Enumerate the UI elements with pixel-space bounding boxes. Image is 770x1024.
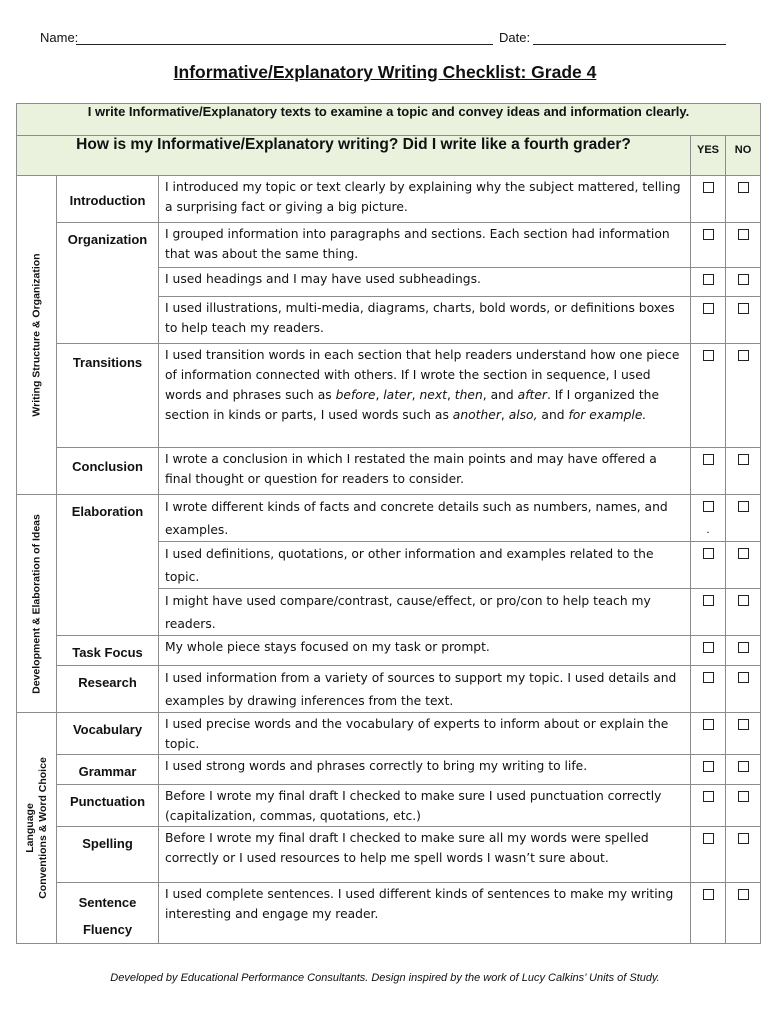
no-checkbox[interactable] bbox=[738, 833, 749, 844]
checklist-row bbox=[17, 223, 761, 268]
writing-checklist-table bbox=[16, 103, 761, 944]
no-checkbox[interactable] bbox=[738, 454, 749, 465]
category-elaboration: Elaboration bbox=[57, 495, 159, 636]
category-research: Research bbox=[57, 666, 159, 713]
question-heading: How is my Informative/Explanatory writing? Did I write like a fourth grader? bbox=[17, 136, 691, 176]
category-organization: Organization bbox=[57, 223, 159, 344]
date-label: Date: bbox=[499, 30, 531, 45]
category-spelling: Spelling bbox=[57, 827, 159, 883]
yes-checkbox[interactable] bbox=[703, 642, 714, 653]
yes-checkbox[interactable] bbox=[703, 595, 714, 606]
group-development bbox=[17, 495, 57, 713]
name-field[interactable] bbox=[76, 44, 493, 45]
category-conclusion: Conclusion bbox=[57, 448, 159, 495]
group-label: Language Conventions & Word Choice bbox=[23, 757, 49, 899]
criterion-text: I might have used compare/contrast, cause/effect, or pro/con to help teach my readers. bbox=[159, 589, 691, 636]
criterion-text: I introduced my topic or text clearly by explaining why the subject mattered, telling a surprising fact or giving a big picture. bbox=[159, 176, 691, 223]
group-language bbox=[17, 713, 57, 944]
group-writing-structure bbox=[17, 176, 57, 495]
no-checkbox[interactable] bbox=[738, 595, 749, 606]
no-checkbox[interactable] bbox=[738, 303, 749, 314]
checklist-row bbox=[17, 755, 761, 785]
criterion-text: I used definitions, quotations, or other information and examples related to the topic. bbox=[159, 542, 691, 589]
yes-checkbox[interactable] bbox=[703, 719, 714, 730]
checklist-row bbox=[17, 176, 761, 223]
yes-checkbox[interactable] bbox=[703, 182, 714, 193]
criterion-text: I used information from a variety of sources to support my topic. I used details and examples by drawing inferences from the text. bbox=[159, 666, 691, 713]
checklist-row bbox=[17, 883, 761, 944]
intro-statement: I write Informative/Explanatory texts to examine a topic and convey ideas and information clearly. bbox=[17, 104, 761, 136]
checklist-row bbox=[17, 495, 761, 542]
no-checkbox[interactable] bbox=[738, 791, 749, 802]
category-sentence-fluency: Sentence Fluency bbox=[57, 883, 159, 944]
no-checkbox[interactable] bbox=[738, 229, 749, 240]
yes-checkbox[interactable] bbox=[703, 350, 714, 361]
category-vocabulary: Vocabulary bbox=[57, 713, 159, 755]
checklist-row bbox=[17, 636, 761, 666]
yes-checkbox[interactable] bbox=[703, 454, 714, 465]
checklist-row bbox=[17, 827, 761, 883]
criterion-text: I used transition words in each section that help readers understand how one piece of information connected with others. If I wrote the section in sequence, I used words and phrases such as before, later, next, then, and after. If I organized the section in kinds or parts, I used words such as another, also, and for example. bbox=[159, 344, 691, 448]
criterion-text: I wrote a conclusion in which I restated the main points and may have offered a final thought or question for readers to consider. bbox=[159, 448, 691, 495]
checklist-row bbox=[17, 666, 761, 713]
category-transitions: Transitions bbox=[57, 344, 159, 448]
yes-checkbox[interactable] bbox=[703, 833, 714, 844]
checklist-row bbox=[17, 785, 761, 827]
criterion-text: I used strong words and phrases correctly to bring my writing to life. bbox=[159, 755, 691, 785]
criterion-text: I used complete sentences. I used different kinds of sentences to make my writing interesting and engage my reader. bbox=[159, 883, 691, 944]
no-checkbox[interactable] bbox=[738, 761, 749, 772]
footer-credit: Developed by Educational Performance Consultants. Design inspired by the work of Lucy Calkins’ Units of Study. bbox=[110, 972, 660, 984]
group-label: Development & Elaboration of Ideas bbox=[30, 513, 42, 694]
criterion-text: I wrote different kinds of facts and concrete details such as numbers, names, and examples. bbox=[159, 495, 691, 542]
stray-mark: . bbox=[706, 522, 710, 536]
no-checkbox[interactable] bbox=[738, 182, 749, 193]
yes-column-header: YES bbox=[691, 136, 726, 176]
criterion-text: I grouped information into paragraphs and sections. Each section had information that was about the same thing. bbox=[159, 223, 691, 268]
yes-checkbox[interactable] bbox=[703, 303, 714, 314]
name-date-bar bbox=[40, 26, 730, 48]
date-field[interactable] bbox=[533, 44, 726, 45]
criterion-text: I used precise words and the vocabulary of experts to inform about or explain the topic. bbox=[159, 713, 691, 755]
criterion-text: My whole piece stays focused on my task or prompt. bbox=[159, 636, 691, 666]
criterion-text: Before I wrote my final draft I checked to make sure I used punctuation correctly (capitalization, commas, quotations, etc.) bbox=[159, 785, 691, 827]
yes-checkbox[interactable] bbox=[703, 761, 714, 772]
yes-checkbox[interactable] bbox=[703, 791, 714, 802]
no-checkbox[interactable] bbox=[738, 501, 749, 512]
no-checkbox[interactable] bbox=[738, 548, 749, 559]
yes-checkbox[interactable] bbox=[703, 548, 714, 559]
yes-checkbox[interactable] bbox=[703, 672, 714, 683]
no-checkbox[interactable] bbox=[738, 719, 749, 730]
checklist-row bbox=[17, 713, 761, 755]
no-checkbox[interactable] bbox=[738, 672, 749, 683]
criterion-text: Before I wrote my final draft I checked to make sure all my words were spelled correctly or I used resources to help me spell words I wasn’t sure about. bbox=[159, 827, 691, 883]
yes-checkbox[interactable] bbox=[703, 274, 714, 285]
no-checkbox[interactable] bbox=[738, 350, 749, 361]
no-checkbox[interactable] bbox=[738, 889, 749, 900]
group-label: Writing Structure & Organization bbox=[30, 253, 42, 417]
checklist-row bbox=[17, 344, 761, 448]
category-task-focus: Task Focus bbox=[57, 636, 159, 666]
criterion-text: I used illustrations, multi-media, diagrams, charts, bold words, or definitions boxes to help teach my readers. bbox=[159, 297, 691, 344]
no-checkbox[interactable] bbox=[738, 274, 749, 285]
category-grammar: Grammar bbox=[57, 755, 159, 785]
checklist-row bbox=[17, 448, 761, 495]
no-checkbox[interactable] bbox=[738, 642, 749, 653]
criterion-text: I used headings and I may have used subheadings. bbox=[159, 268, 691, 297]
page-title: Informative/Explanatory Writing Checklist: Grade 4 bbox=[173, 62, 597, 82]
yes-checkbox[interactable] bbox=[703, 501, 714, 512]
yes-checkbox[interactable] bbox=[703, 229, 714, 240]
name-label: Name: bbox=[40, 30, 79, 45]
category-introduction: Introduction bbox=[57, 176, 159, 223]
category-punctuation: Punctuation bbox=[57, 785, 159, 827]
no-column-header: NO bbox=[726, 136, 761, 176]
yes-checkbox[interactable] bbox=[703, 889, 714, 900]
